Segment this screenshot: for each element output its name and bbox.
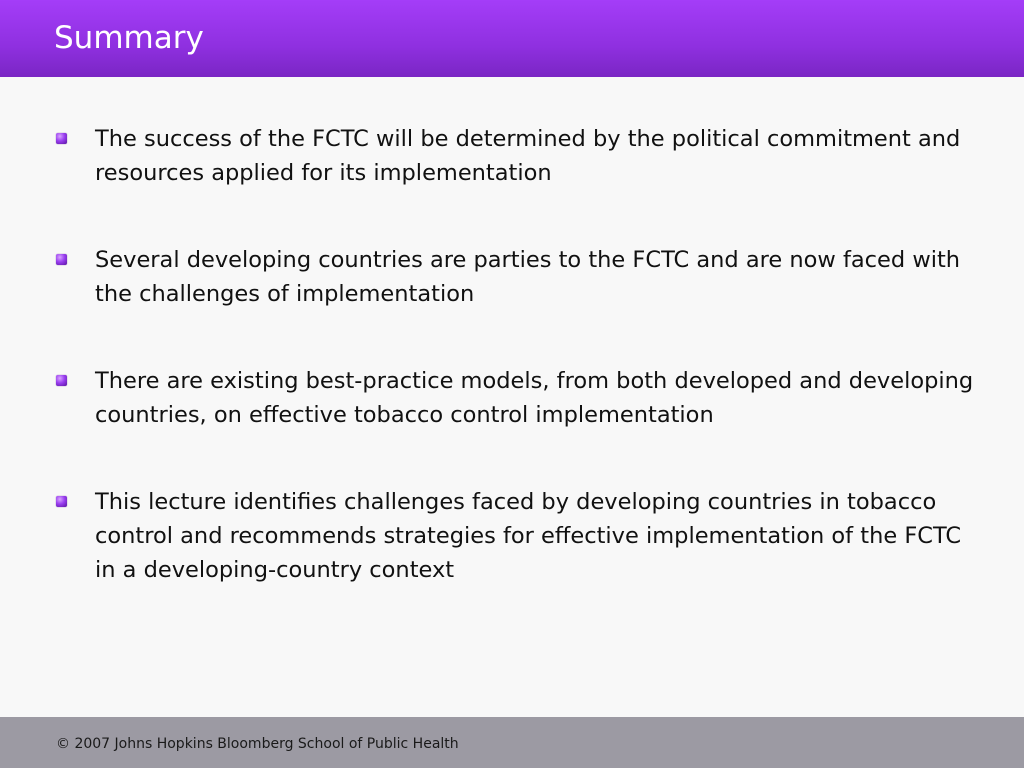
bullet-item: [56, 122, 976, 190]
bullet-item: [56, 243, 976, 311]
slide-content: [0, 77, 1024, 717]
bullet-text: There are existing best-practice models, from both developed and developing countries, on effective tobacco control implementation: [95, 368, 974, 428]
square-bullet-icon: [56, 375, 67, 386]
bullet-list: [56, 122, 976, 587]
copyright-notice: © 2007 Johns Hopkins Bloomberg School of Public Health: [56, 736, 459, 752]
title-bar: [0, 0, 1024, 77]
bullet-text: This lecture identifies challenges faced by developing countries in tobacco control and recommends strategies for effective implementation of the FCTC in a developing-country context: [95, 489, 962, 583]
bullet-text: The success of the FCTC will be determined by the political commitment and resources applied for its implementation: [95, 126, 961, 186]
square-bullet-icon: [56, 254, 67, 265]
footer-bar: [0, 717, 1024, 768]
bullet-item: [56, 364, 976, 432]
square-bullet-icon: [56, 496, 67, 507]
bullet-item: [56, 485, 976, 587]
slide-title: Summary: [54, 20, 204, 56]
bullet-text: Several developing countries are parties to the FCTC and are now faced with the challenges of implementation: [95, 247, 961, 307]
square-bullet-icon: [56, 133, 67, 144]
